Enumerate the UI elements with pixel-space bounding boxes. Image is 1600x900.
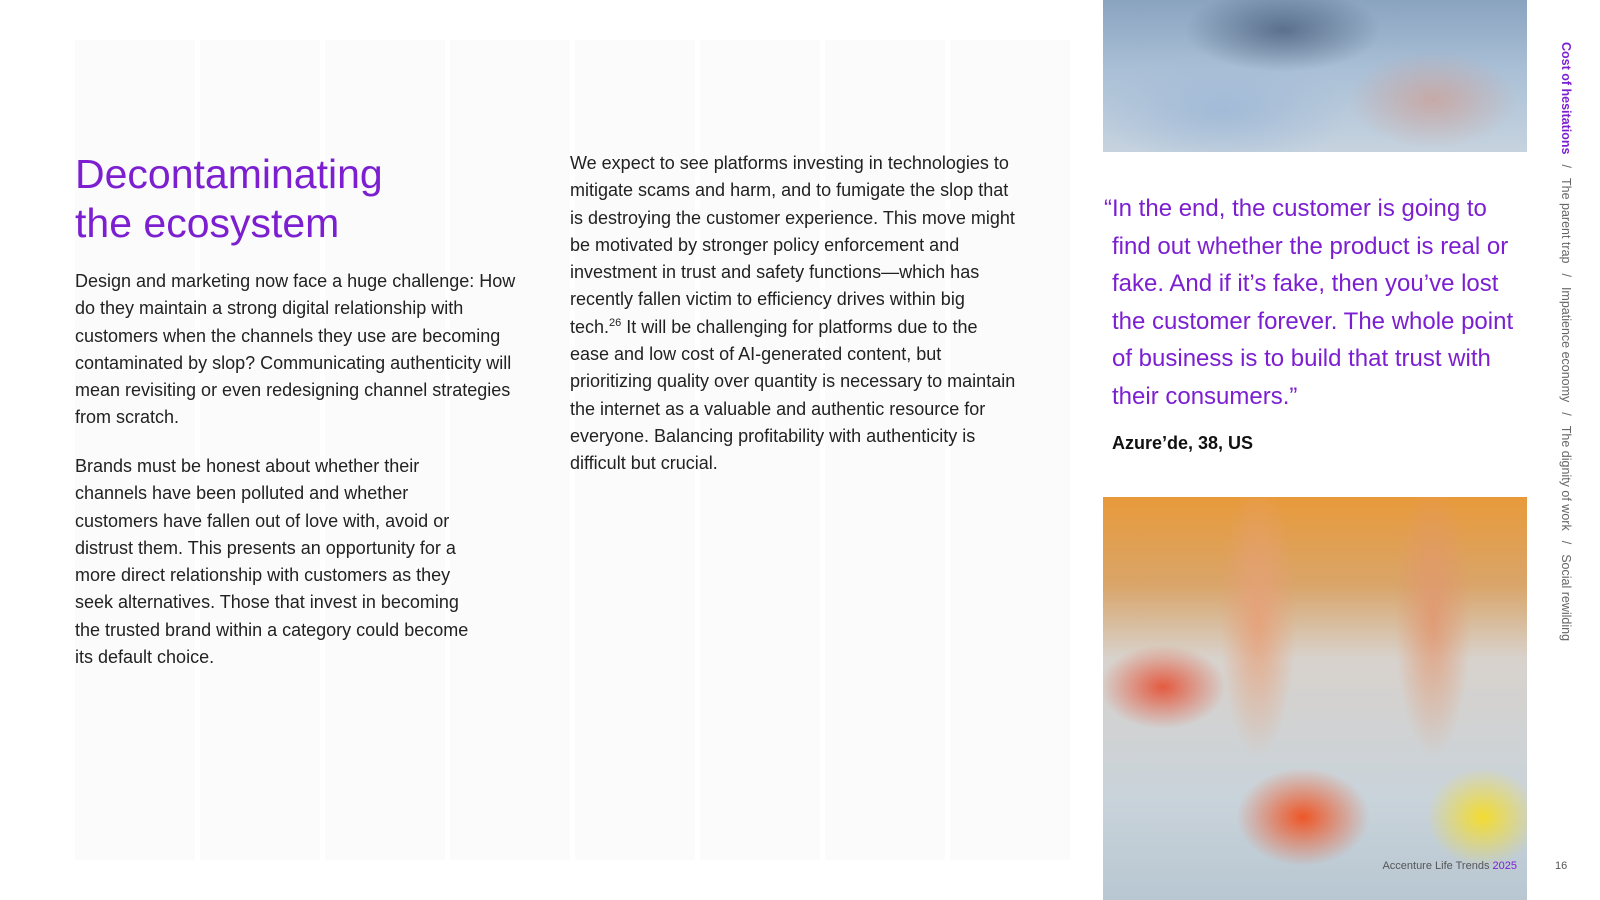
nav-separator: / bbox=[1559, 540, 1573, 545]
footer-brand-name: Accenture Life Trends bbox=[1382, 860, 1490, 872]
nav-separator: / bbox=[1559, 164, 1573, 168]
nav-separator: / bbox=[1559, 273, 1573, 277]
nav-item-cost-of-hesitations[interactable]: Cost of hesitations bbox=[1559, 42, 1573, 155]
footer-brand bbox=[1382, 860, 1517, 872]
paragraph-3-text-a: We expect to see platforms investing in technologies to mitigate scams and harm, and to fumigate the slop that is destroying the customer experience. This move might be motivated by stronger policy enforcement and investment in trust and safety functions—which has recently fallen victim to efficiency drives within big tech. bbox=[570, 153, 1015, 337]
section-heading bbox=[75, 150, 515, 248]
page-number: 16 bbox=[1555, 860, 1568, 872]
photo-person-jeans bbox=[1103, 0, 1527, 152]
footnote-reference[interactable]: 26 bbox=[609, 316, 622, 329]
heading-line-2: the ecosystem bbox=[75, 200, 340, 246]
pull-quote: “In the end, the customer is going to find out whether the product is real or fake. And if it’s fake, then you’ve lost the customer forever. The whole point of business is to build that trust with their consumers.” bbox=[1104, 195, 1514, 410]
body-paragraph-1: Design and marketing now face a huge challenge: How do they maintain a strong digital relationship with customers when the channels they use are becoming contaminated by slop? Communicating authenticity will mean revisiting or even redesigning channel strategies from scratch. bbox=[75, 271, 516, 428]
nav-separator: / bbox=[1559, 412, 1573, 416]
nav-item-social-rewilding[interactable]: Social rewilding bbox=[1559, 554, 1573, 642]
paragraph-3-text-b: It will be challenging for platforms due to the ease and low cost of AI-generated content, but prioritizing quality over quantity is necessary to maintain the internet as a valuable and authentic resource for everyone. Balancing profitability with authenticity is difficult but crucial. bbox=[570, 316, 1016, 474]
footer-year: 2025 bbox=[1492, 860, 1517, 872]
body-paragraph-2: Brands must be honest about whether their channels have been polluted and whether customers have fallen out of love with, avoid or distrust them. This presents an opportunity for a more direct relationship with customers as they seek alternatives. Those that invest in becoming the trusted brand within a category could become its default choice. bbox=[75, 456, 469, 668]
section-side-nav bbox=[1555, 42, 1577, 802]
photo-colorful-shoes bbox=[1103, 497, 1527, 900]
nav-item-the-dignity-of-work[interactable]: The dignity of work bbox=[1559, 425, 1573, 531]
body-paragraph-3 bbox=[570, 150, 1020, 478]
nav-item-impatience-economy[interactable]: Impatience economy bbox=[1559, 286, 1573, 403]
nav-item-the-parent-trap[interactable]: The parent trap bbox=[1559, 178, 1573, 264]
quote-attribution: Azure’de, 38, US bbox=[1112, 433, 1254, 453]
heading-line-1: Decontaminating bbox=[75, 151, 383, 197]
